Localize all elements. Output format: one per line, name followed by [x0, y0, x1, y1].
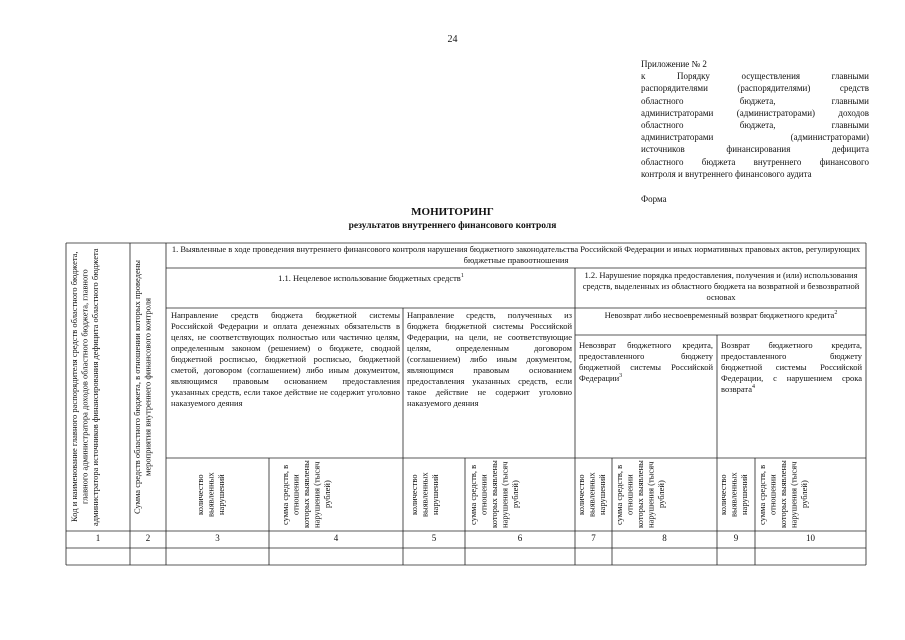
- appendix-line: администраторами (администраторами) доходов: [641, 107, 869, 118]
- col-number: 3: [215, 533, 220, 543]
- col-number: 1: [95, 533, 101, 543]
- subsection-1-2-b-text: Возврат бюджетного кредита, предоставленного бюджету бюджетной системы Российской Федерации, с нарушением срока возврата$^4$: [721, 340, 862, 394]
- subsection-1-1-header: 1.1. Нецелевое использование бюджетных средств$^1$: [278, 273, 464, 283]
- col1-header: Код и наименование главного распорядителя средств областного бюджета, главного администратора доходов областного бюджета, главного администратора источников финансирования дефицита областного бюджета: [69, 248, 100, 526]
- appendix-title: Приложение № 2: [641, 59, 707, 69]
- subsection-1-1-a-text: Направление средств бюджета бюджетной системы Российской Федерации и оплата денежных обязательств в целях, не соответствующих полностью или частично целям, определенным законом (решением) о бюджете, сводной бюджетной росписью, бюджетной росписью, бюджетной сметой, договором (соглашением) либо иным документом, являющимся правовым основанием предоставления указанных средств, если такое действие не содержит уголовно наказуемого деяния: [171, 310, 400, 408]
- col10-label: сумма средств, в отношении которых выявлены нарушения (тысяч рублей): [757, 460, 809, 529]
- col6-label: сумма средств, в отношении которых выявлены нарушения (тысяч рублей): [468, 460, 520, 529]
- appendix-line: источников финансирования дефицита: [641, 144, 869, 155]
- col-number: 9: [733, 533, 739, 543]
- appendix-line: областного бюджета внутреннего финансового: [641, 156, 869, 167]
- document-title: МОНИТОРИНГ: [411, 206, 494, 218]
- appendix-line: областного бюджета, главными: [641, 95, 869, 106]
- col9-label: количество выявленных нарушений: [718, 472, 749, 517]
- col4-label: сумма средств, в отношении которых выявлены нарушения (тысяч рублей): [280, 460, 332, 529]
- subsection-1-1-b-text: Направление средств, полученных из бюджета бюджетной системы Российской Федерации, на цели, не соответствующие целям, определенным договором (соглашением) либо иным документом, являющимся правовым основанием предоставления указанных средств, если такое действие не содержит уголовно наказуемого деяния: [407, 310, 572, 408]
- col8-label: сумма средств, в отношении которых выявлены нарушения (тысяч рублей): [614, 460, 666, 529]
- col-number: 10: [806, 533, 815, 543]
- col-number: 5: [431, 533, 437, 543]
- col7-label: количество выявленных нарушений: [576, 472, 607, 517]
- col2-header: Сумма средств областного бюджета, в отношении которых проведены мероприятия внутреннего финансового контроля: [132, 259, 153, 515]
- col3-label: количество выявленных нарушений: [195, 472, 226, 517]
- form-label: Форма: [641, 194, 667, 204]
- col-number: 6: [517, 533, 523, 543]
- subsection-1-2-header: 1.2. Нарушение порядка предоставления, получения и (или) использования средств, выделенных из областного бюджета на возвратной и безвозвратной основах: [582, 270, 860, 302]
- page-number: 24: [447, 34, 458, 45]
- subsection-1-2-top-text: Невозврат либо несвоевременный возврат бюджетного кредита$^2$: [604, 310, 838, 320]
- appendix-line: администраторами (администраторами): [641, 132, 869, 143]
- col5-label: количество выявленных нарушений: [409, 472, 440, 517]
- subsection-1-2-a-text: Невозврат бюджетного кредита, предоставленного бюджету бюджетной системы Российской Федерации$^3$: [579, 340, 713, 383]
- appendix-line: распорядителями (распорядителями) средств: [641, 83, 869, 94]
- appendix-line: областного бюджета, главными: [641, 120, 869, 131]
- appendix-line: контроля и внутреннего финансового аудита: [641, 168, 812, 179]
- col-number: 8: [662, 533, 667, 543]
- group-header: 1. Выявленные в ходе проведения внутреннего финансового контроля нарушения бюджетного законодательства Российской Федерации и иных нормативных правовых актов, регулирующих бюджетные правоотношения: [171, 244, 861, 265]
- document-subtitle: результатов внутреннего финансового контроля: [348, 221, 557, 231]
- appendix-line: к Порядку осуществления главными: [641, 71, 869, 82]
- col-number: 7: [591, 533, 596, 543]
- col-number: 4: [333, 533, 339, 543]
- col-number: 2: [145, 533, 151, 543]
